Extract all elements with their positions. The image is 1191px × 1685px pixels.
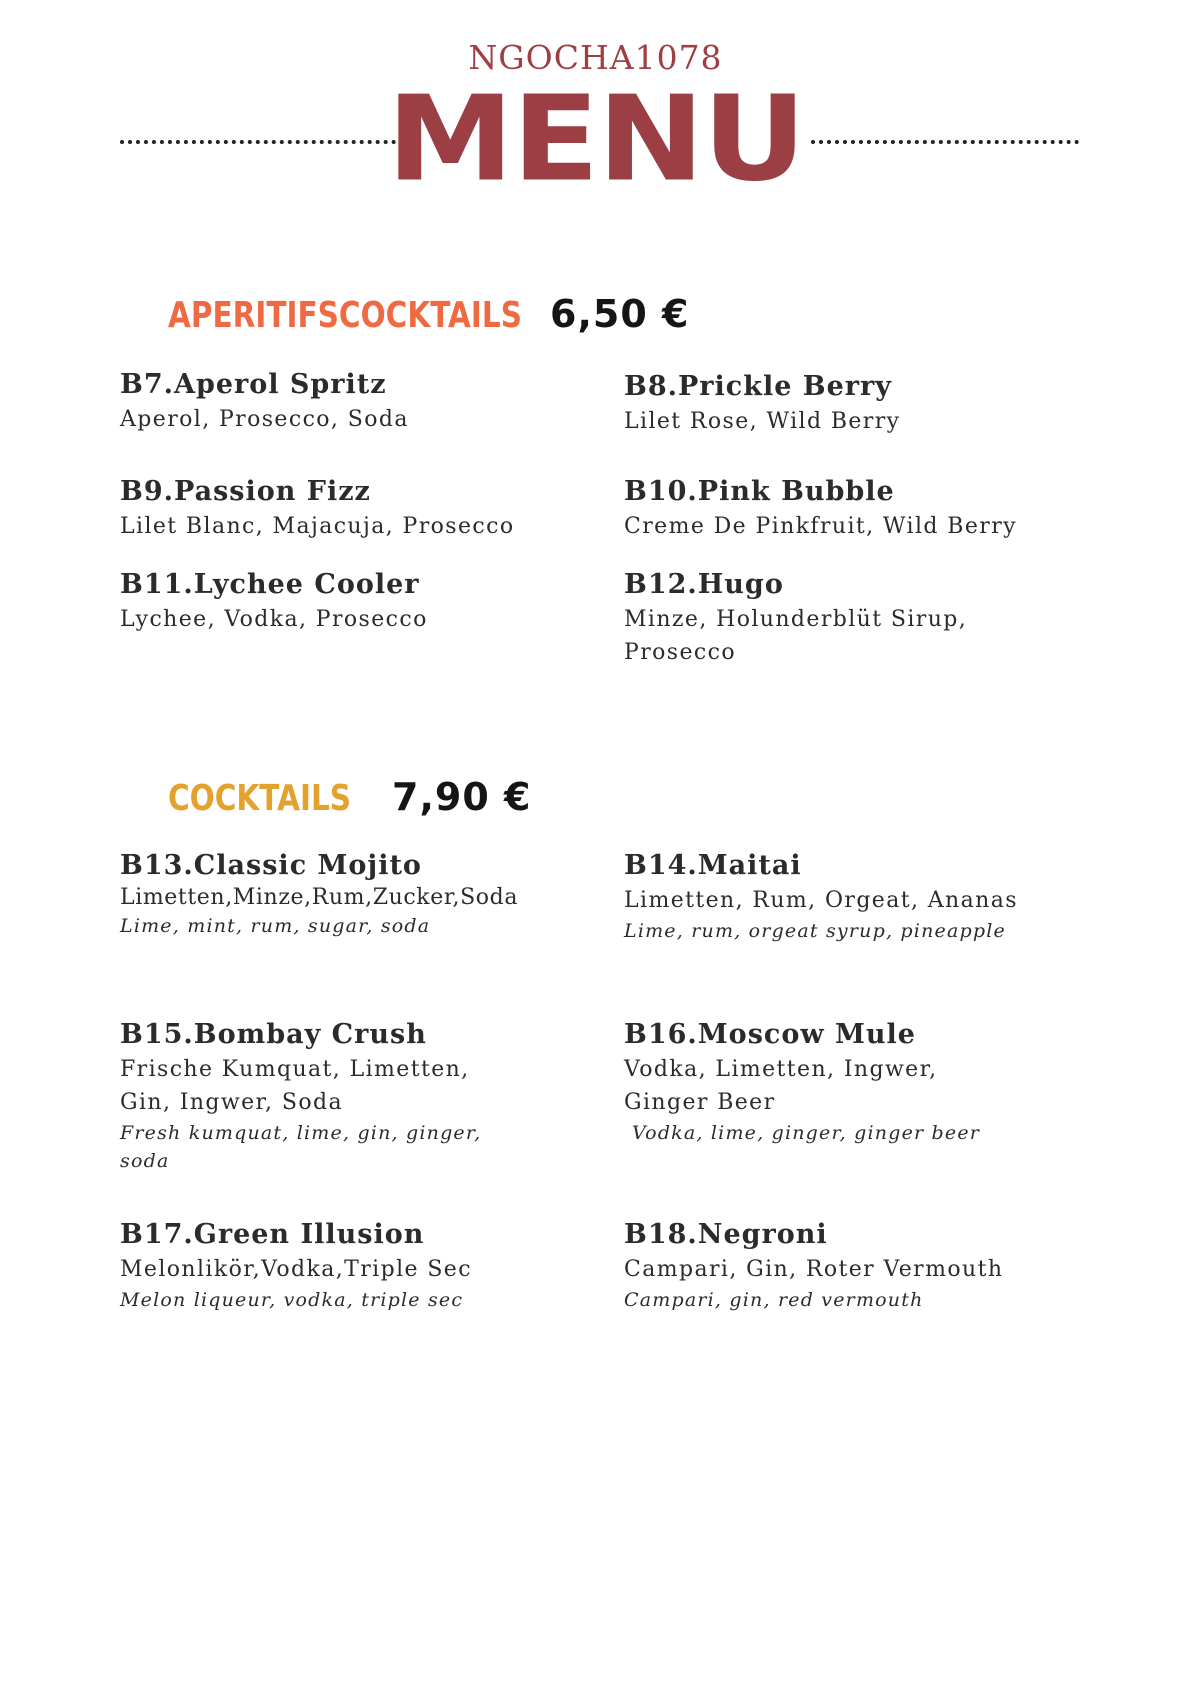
item-name: B11.Lychee Cooler [120, 569, 420, 600]
menu-item [624, 370, 1044, 438]
item-english: Fresh kumquat, lime, gin, ginger, soda [120, 1122, 482, 1172]
item-name: B17.Green Illusion [120, 1219, 425, 1250]
item-description: Frische Kumquat, Limetten, Gin, Ingwer, Soda [120, 1057, 470, 1115]
section-header-aperitifs [168, 292, 689, 336]
menu-title: MENU [386, 71, 805, 209]
brand-name: NGOCHA1078 [468, 38, 723, 77]
item-english: Lime, rum, orgeat syrup, pineapple [624, 920, 1006, 942]
menu-item [120, 849, 540, 940]
menu-item [120, 568, 540, 636]
item-name: B15.Bombay Crush [120, 1019, 427, 1050]
menu-item [624, 1218, 1044, 1314]
item-english: Campari, gin, red vermouth [624, 1289, 924, 1311]
item-english: Lime, mint, rum, sugar, soda [120, 915, 431, 937]
section-price: 6,50 € [550, 292, 690, 336]
item-description: Limetten, Rum, Orgeat, Ananas [624, 888, 1018, 913]
section-title: APERITIFSCOCKTAILS [168, 295, 522, 336]
menu-item [120, 368, 540, 436]
item-description: Melonlikör,Vodka,Triple Sec [120, 1257, 472, 1282]
dotted-divider-right [811, 140, 1079, 144]
menu-item [120, 475, 540, 543]
section-header-cocktails [168, 775, 531, 819]
menu-item [624, 568, 984, 669]
section-title: COCKTAILS [168, 778, 352, 819]
item-description: Lychee, Vodka, Prosecco [120, 607, 428, 632]
item-description: Lilet Rose, Wild Berry [624, 409, 901, 434]
menu-item [624, 849, 1044, 945]
item-name: B7.Aperol Spritz [120, 369, 387, 400]
item-name: B13.Classic Mojito [120, 850, 422, 881]
item-description: Aperol, Prosecco, Soda [120, 407, 409, 432]
item-description: Lilet Blanc, Majacuja, Prosecco [120, 514, 515, 539]
item-english: Vodka, lime, ginger, ginger beer [632, 1122, 981, 1144]
item-name: B10.Pink Bubble [624, 476, 895, 507]
menu-item [120, 1018, 520, 1175]
item-name: B9.Passion Fizz [120, 476, 371, 507]
menu-item [120, 1218, 540, 1314]
item-name: B8.Prickle Berry [624, 371, 892, 402]
item-name: B14.Maitai [624, 850, 802, 881]
section-price: 7,90 € [392, 775, 532, 819]
item-description: Limetten,Minze,Rum,Zucker,Soda [120, 885, 519, 910]
item-description: Creme De Pinkfruit, Wild Berry [624, 514, 1017, 539]
item-description: Vodka, Limetten, Ingwer, Ginger Beer [624, 1057, 938, 1115]
item-description: Minze, Holunderblüt Sirup, Prosecco [624, 607, 968, 665]
item-description: Campari, Gin, Roter Vermouth [624, 1257, 1004, 1282]
menu-item [624, 475, 1044, 543]
menu-item [624, 1018, 1024, 1147]
item-name: B12.Hugo [624, 569, 784, 600]
item-english: Melon liqueur, vodka, triple sec [120, 1289, 464, 1311]
item-name: B18.Negroni [624, 1219, 828, 1250]
item-name: B16.Moscow Mule [624, 1019, 916, 1050]
